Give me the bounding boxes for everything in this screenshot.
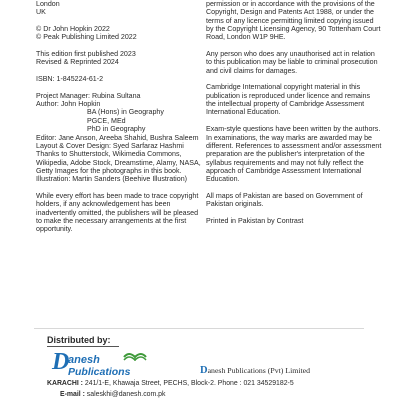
copyright-line: © Dr John Hopkin 2022 xyxy=(36,25,110,34)
exam-style-line: Exam-style questions have been written by the authors. xyxy=(206,125,381,134)
logo-word: anesh xyxy=(68,354,100,366)
maps-line: Pakistan originals. xyxy=(206,200,264,209)
publisher-initial: D xyxy=(200,365,208,376)
unauthorised-line: and civil claims for damages. xyxy=(206,66,298,75)
address-line: London xyxy=(36,0,60,8)
left-column xyxy=(36,0,201,234)
permission-line: Copyright, Design and Patents Act 1988, or under the xyxy=(206,8,374,17)
email-address: saleskhi@danesh.com.pk xyxy=(84,391,166,398)
cambridge-line: the intellectual property of Cambridge Assessment xyxy=(206,100,365,109)
project-manager: Project Manager: Rubina Sultana xyxy=(36,91,141,100)
author-degree: BA (Hons) in Geography xyxy=(87,108,164,117)
notice-line: holders, if any acknowledgement has been xyxy=(36,200,171,209)
logo-letter: D xyxy=(52,349,70,375)
printed-line: Printed in Pakistan by Contrast xyxy=(206,216,304,225)
cambridge-line: Cambridge International copyright material in this xyxy=(206,83,361,92)
credit-line: Wikipedia, Adobe Stock, Dreamstime, Alamy, NASA, xyxy=(36,158,201,167)
distributor-box xyxy=(34,328,364,401)
exam-style-line: Education. xyxy=(206,175,240,184)
permission-line: permission or in accordance with the provisions of the xyxy=(206,0,375,8)
city-label: KARACHI : xyxy=(47,380,83,387)
exam-style-line: approach of Cambridge Assessment International xyxy=(206,166,362,175)
edition-line: This edition first published 2023 xyxy=(36,50,136,59)
exam-style-line: preparation are the publisher's interpretation of the xyxy=(206,150,365,159)
edition-line: Revised & Reprinted 2024 xyxy=(36,58,119,67)
email-label: E-mail : xyxy=(60,391,85,398)
notice-line: to make the necessary arrangements at the first xyxy=(36,216,187,225)
exam-style-line: different. References to assessment and/or assessment xyxy=(206,141,382,150)
right-column xyxy=(206,0,382,225)
cambridge-line: International Education. xyxy=(206,108,281,117)
publisher-name xyxy=(200,365,310,376)
credit-line: Thanks to Shutterstock, Wikimedia Commons, xyxy=(36,150,182,159)
credit-line: Editor: Jane Anson, Areeba Shahid, Bushra Saleem xyxy=(36,133,199,142)
credit-line: Illustration: Martin Sanders (Beehive Illustration) xyxy=(36,175,188,184)
distributor-email xyxy=(60,391,165,398)
address-line: UK xyxy=(36,8,46,17)
cambridge-line: publication is reproduced under licence and remains xyxy=(206,91,371,100)
unauthorised-line: Any person who does any unauthorised act in relation xyxy=(206,50,375,59)
credit-line: Getty Images for the photographs in this book. xyxy=(36,166,182,175)
isbn: ISBN: 1-845224-61-2 xyxy=(36,75,104,84)
permission-line: Road, London W1P 9HE. xyxy=(206,33,286,42)
logo-word: Publications xyxy=(68,366,131,378)
exam-style-line: syllabus requirements and may not fully reflect the xyxy=(206,158,364,167)
distributor-heading: Distributed by: xyxy=(47,335,111,345)
permission-line: by the Copyright Licensing Agency, 90 Tottenham Court xyxy=(206,25,381,34)
exam-style-line: In examinations, the way marks are awarded may be xyxy=(206,133,372,142)
open-book-icon xyxy=(122,345,148,363)
maps-line: All maps of Pakistan are based on Government of xyxy=(206,191,363,200)
notice-line: opportunity. xyxy=(36,225,73,234)
credit-line: Layout & Cover Design: Syed Sarfaraz Hashmi xyxy=(36,141,184,150)
author-degree: PGCE, MEd xyxy=(87,116,126,125)
author-degree: PhD in Geography xyxy=(87,125,146,134)
publisher-name-rest: anesh Publications (Pvt) Limited xyxy=(207,366,311,375)
unauthorised-line: to this publication may be liable to criminal prosecution xyxy=(206,58,378,67)
notice-line: While every effort has been made to trace copyright xyxy=(36,191,199,200)
distributor-address xyxy=(47,380,294,387)
permission-line: terms of any licence permitting limited copying issued xyxy=(206,16,374,25)
author: Author: John Hopkin xyxy=(36,100,101,109)
address-text: 241/1-E, Khawaja Street, PECHS, Block-2. Phone : 021 34529182-5 xyxy=(82,380,294,387)
copyright-line: © Peak Publishing Limited 2022 xyxy=(36,33,137,42)
notice-line: inadvertently omitted, the publishers will be pleased xyxy=(36,208,199,217)
